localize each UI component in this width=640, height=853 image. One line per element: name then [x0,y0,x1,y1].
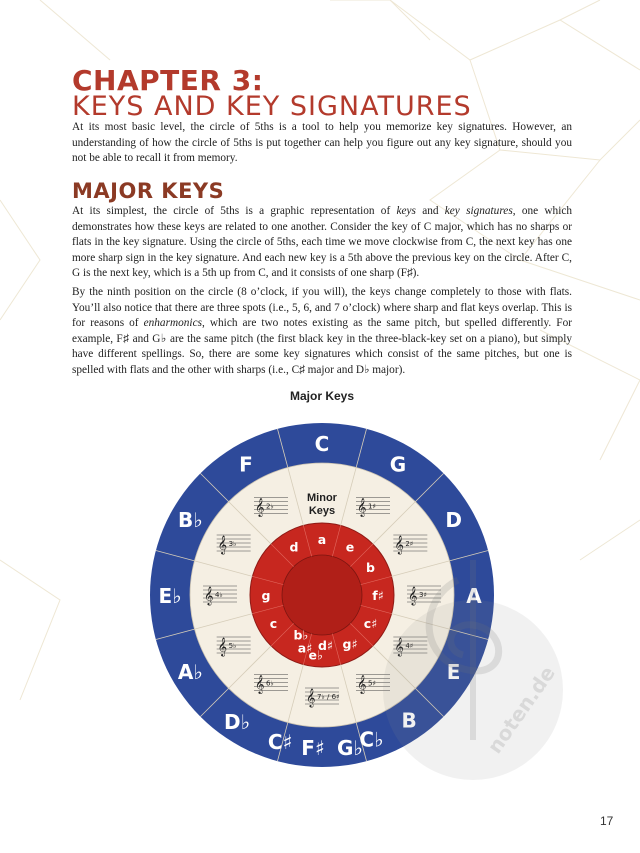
minor-key-label: b [366,560,375,575]
major-keys-paragraph-2 [72,285,572,378]
treble-clef-icon: 𝄞 [357,674,367,694]
minor-keys-label-line-2: Keys [308,505,336,517]
minor-key-label: e♭ [308,647,323,663]
minor-key-label: d♯ [317,637,333,653]
text-run: and [415,205,445,217]
treble-clef-icon: 𝄞 [394,535,404,554]
minor-keys-label-line-1: Minor [307,492,337,504]
major-key-label: C [314,432,330,456]
major-key-label: G♭ [337,735,363,760]
center-circle [282,555,362,635]
major-key-label: A♭ [177,660,203,684]
accidentals: 4♭ [215,591,223,599]
text-run: , one which demonstrates how these keys are related to one another. Consider the key of C major, which has no sharps or flats in the key signature. Using the circle of 5ths, each time we move clockwise from C, the next key has one more sharp sign in the key signature. And each new key is a 5th above the previous key on the circle. After C, G is the next key, which is a 5th up from C, and it consists of one sharp (F♯). [72,205,572,279]
treble-clef-icon: 𝄞 [306,688,316,707]
accidentals: 2♯ [405,540,414,548]
treble-clef-icon: 𝄞 [408,586,418,605]
major-keys-paragraph-1 [72,204,572,282]
diagram-title: Major Keys [289,389,355,403]
minor-key-label: a [317,532,327,547]
minor-key-label: b♭ [293,627,309,643]
accidentals: 7♭ / 6♯ [317,693,340,701]
minor-key-label: g [261,588,271,603]
text-run: At its simplest, the circle of 5ths is a graphic representation of [72,205,397,217]
emphasis-keys: keys [396,205,416,217]
major-key-label: B [401,708,417,733]
major-key-label: G [389,452,407,477]
minor-key-label: g♯ [342,636,358,652]
accidentals: 6♭ [266,679,274,688]
chapter-title: KEYS AND KEY SIGNATURES [72,91,472,122]
minor-key-label: c♯ [363,616,378,631]
watermark-text: noten.de [482,661,560,758]
text-run: , which are two notes existing as the same pitch, but spelled differently. For example, F♯ and G♭ are the same pitch (the first black key in the three-black-key set on a piano), but simply have different spellings. So, there are some key signatures which consist of the same pitches, but one is spelled with flats and the other with sharps (i.e., C♯ major and D♭ major). [72,317,572,376]
major-key-label: C♭ [359,727,384,752]
minor-key-label: e [345,539,355,555]
accidentals: 3♭ [228,540,237,548]
treble-clef-icon: 𝄞 [217,637,228,656]
text-run: By the ninth position on the circle (8 o’clock, if you will), the keys change completely to those with flats. You’ll also notice that there are three spots (i.e., 5, 6, and 7 o’clock) where sharp and flat keys overlap. This is for reasons of [72,286,572,329]
major-key-label: D [445,508,462,532]
major-key-label: A [466,584,482,608]
major-key-label: B♭ [178,508,203,532]
treble-clef-icon: 𝄞 [357,497,367,517]
major-key-label: D♭ [223,710,251,735]
accidentals: 5♭ [228,642,237,650]
accidentals: 4♯ [405,642,414,650]
accidentals: 5♯ [368,679,376,688]
major-key-label: C♯ [267,730,293,755]
major-key-label: E♭ [158,584,182,608]
emphasis-key-signatures: key signatures [444,205,513,217]
intro-paragraph: At its most basic level, the circle of 5ths is a tool to help you memorize key signatures. However, an understanding of how the circle of 5ths is put together can help you figure out any key signature, should you not be able to recall it from memory. [72,121,572,164]
minor-key-label: a♯ [297,640,313,656]
treble-clef-icon: 𝄞 [204,586,214,605]
major-key-label: E [446,660,461,684]
accidentals: 2♭ [266,502,274,511]
minor-key-label: d [289,539,299,555]
treble-clef-icon: 𝄞 [255,497,265,517]
treble-clef-icon: 𝄞 [217,535,228,554]
treble-clef-icon: 𝄞 [394,637,404,656]
emphasis-enharmonics: enharmonics [143,317,202,329]
accidentals: 3♯ [419,591,427,599]
major-key-label: F [239,452,253,477]
chapter-number: CHAPTER 3: [72,64,264,97]
minor-key-label: c [269,616,278,631]
major-key-label: F♯ [301,735,325,760]
accidentals: 1♯ [368,502,376,511]
minor-key-label: f♯ [372,588,384,603]
watermark-logo [378,540,578,800]
page-number: 17 [600,814,614,828]
treble-clef-icon: 𝄞 [255,674,265,694]
section-heading: MAJOR KEYS [72,179,225,203]
